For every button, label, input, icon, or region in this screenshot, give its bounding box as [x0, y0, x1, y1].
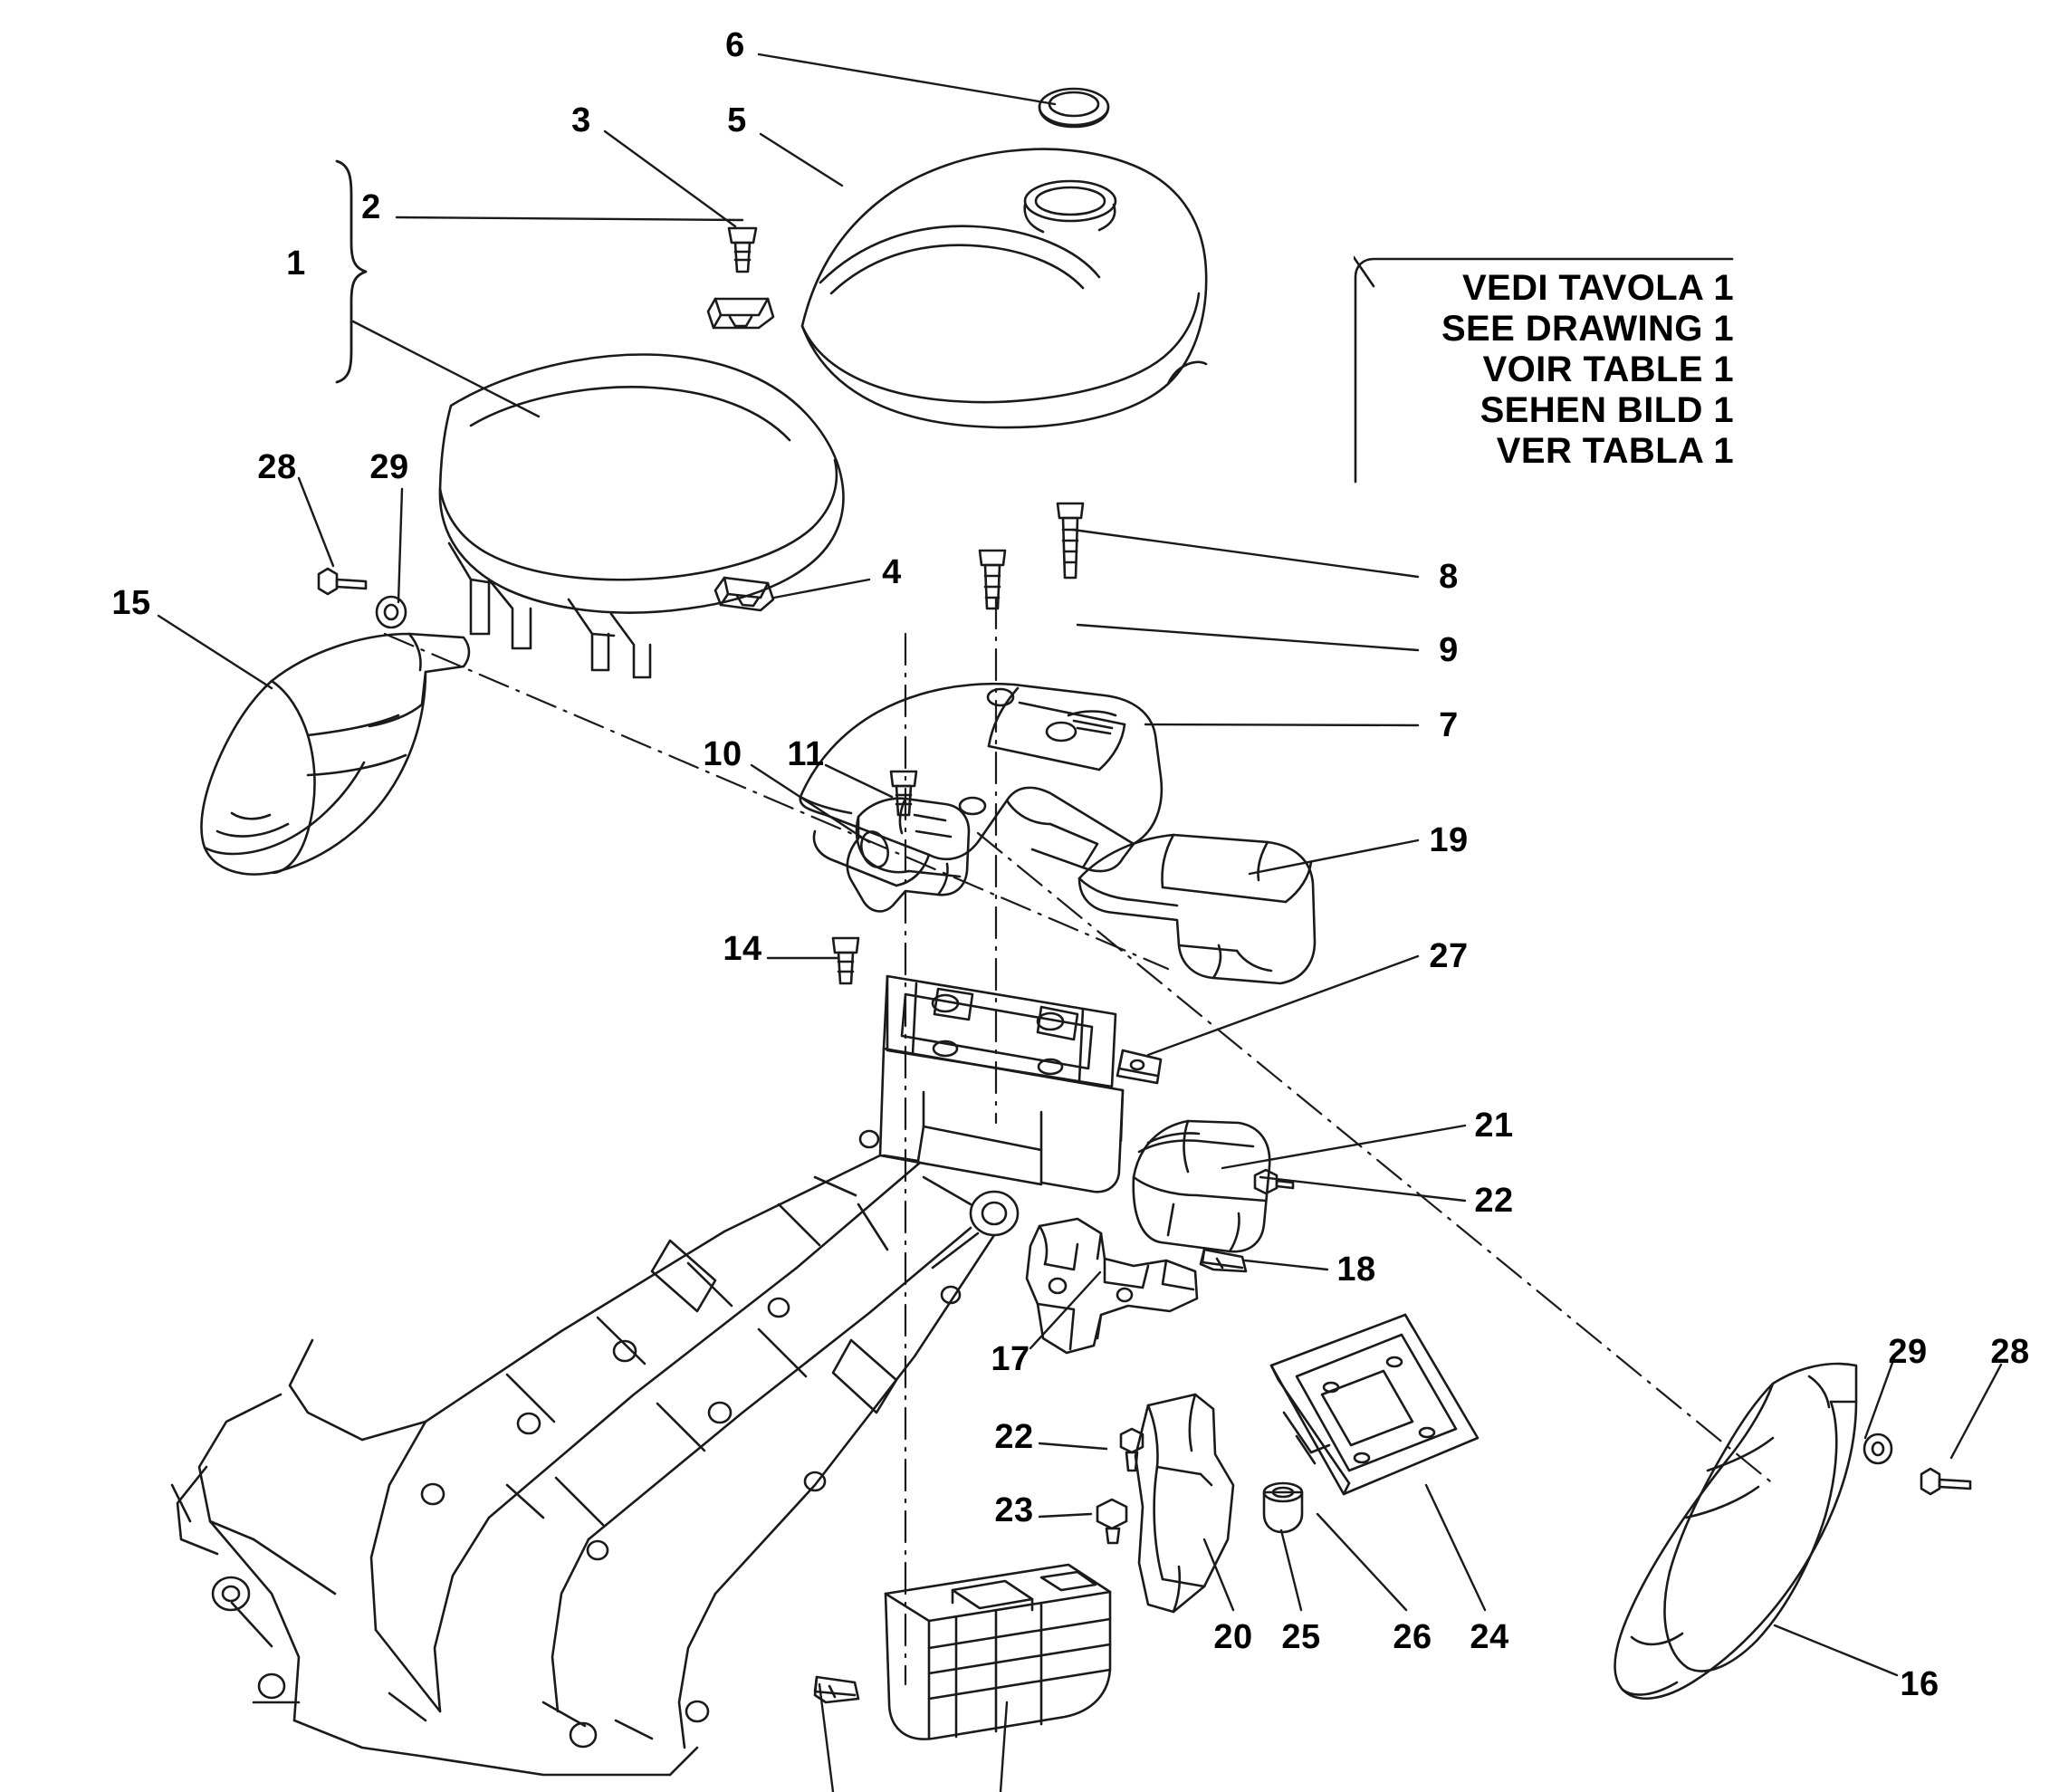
callout-number: 22: [994, 1418, 1034, 1456]
part-28-bolt-left: [319, 569, 366, 594]
callout-number: 7: [1439, 706, 1459, 744]
part-frame-assembly: [172, 976, 1123, 1775]
part-22-screw-lower: [1121, 1429, 1143, 1471]
part-23-screw: [1097, 1500, 1126, 1543]
part-5-rear-cowl: [802, 149, 1206, 427]
callout-number: 3: [571, 101, 591, 139]
callout-number: 25: [1281, 1618, 1321, 1656]
callout-number: 15: [111, 584, 151, 622]
callout-number: 14: [723, 930, 762, 968]
assembly-center-lines: [385, 598, 1775, 1684]
callout-number: 29: [369, 448, 409, 486]
callout-number: 18: [1336, 1251, 1376, 1289]
see-drawing-note: [1354, 255, 1734, 484]
callout-number: 1: [286, 244, 306, 283]
callout-number: 28: [257, 448, 297, 486]
part-3-screw: [729, 228, 756, 272]
part-11-screw: [891, 771, 916, 815]
callout-number: 5: [727, 101, 747, 139]
callout-number: 17: [991, 1340, 1030, 1378]
callout-number: 4: [882, 553, 902, 591]
part-4-clip: [715, 578, 773, 610]
callout-number: 19: [1429, 821, 1469, 859]
note-line-it: VEDI TAVOLA 1: [1461, 268, 1734, 308]
note-line-de: SEHEN BILD 1: [1480, 390, 1734, 430]
part-24-plate-holder: [1271, 1315, 1478, 1494]
part-18-clip: [1201, 1250, 1246, 1271]
part-8-screw: [1058, 503, 1083, 578]
note-text-block: [1441, 268, 1734, 472]
callout-number: 10: [703, 735, 742, 773]
callout-number: 24: [1470, 1618, 1509, 1656]
callout-number: 16: [1900, 1665, 1939, 1703]
callout-number: 21: [1474, 1107, 1514, 1145]
callout-number: 9: [1439, 631, 1459, 669]
part-21-lock-cover: [1134, 1121, 1269, 1251]
note-line-en: SEE DRAWING 1: [1441, 309, 1734, 349]
callout-number: 6: [725, 26, 745, 64]
part-29-grommet-right: [1864, 1434, 1891, 1463]
callout-number: 27: [1429, 937, 1469, 975]
part-27-bracket: [1117, 1050, 1161, 1083]
part-1-seat: [440, 355, 844, 677]
part-17-bracket: [1027, 1219, 1197, 1353]
callout-number: 11: [787, 735, 825, 773]
part-6-cap-ring: [1039, 89, 1108, 127]
part-19-rear-trim: [1079, 835, 1315, 983]
part-14-screw: [833, 938, 858, 983]
note-line-es: VER TABLA 1: [1496, 431, 1734, 471]
part-29-grommet-left: [377, 597, 406, 628]
part-22-screw-upper: [1255, 1170, 1293, 1193]
part-bottom-clip: [815, 1677, 858, 1702]
callout-number: 2: [361, 188, 381, 226]
part-2-clip: [708, 299, 773, 328]
callout-number: 23: [994, 1491, 1034, 1529]
callout-number: 26: [1393, 1618, 1432, 1656]
part-28-bolt-right: [1921, 1469, 1970, 1494]
callout-number: 29: [1888, 1333, 1928, 1371]
callout-number: 8: [1439, 558, 1459, 596]
part-9-screw: [980, 551, 1005, 609]
callout-number: 28: [1990, 1333, 2030, 1371]
callout-number: 20: [1213, 1618, 1253, 1656]
part-battery-box: [886, 1565, 1110, 1739]
part-20-inner-mudguard: [1135, 1394, 1233, 1612]
part-16-right-side-panel: [1615, 1364, 1856, 1699]
note-line-fr: VOIR TABLE 1: [1482, 350, 1734, 389]
part-25-bush: [1264, 1483, 1302, 1532]
callout-number: 22: [1474, 1182, 1514, 1220]
